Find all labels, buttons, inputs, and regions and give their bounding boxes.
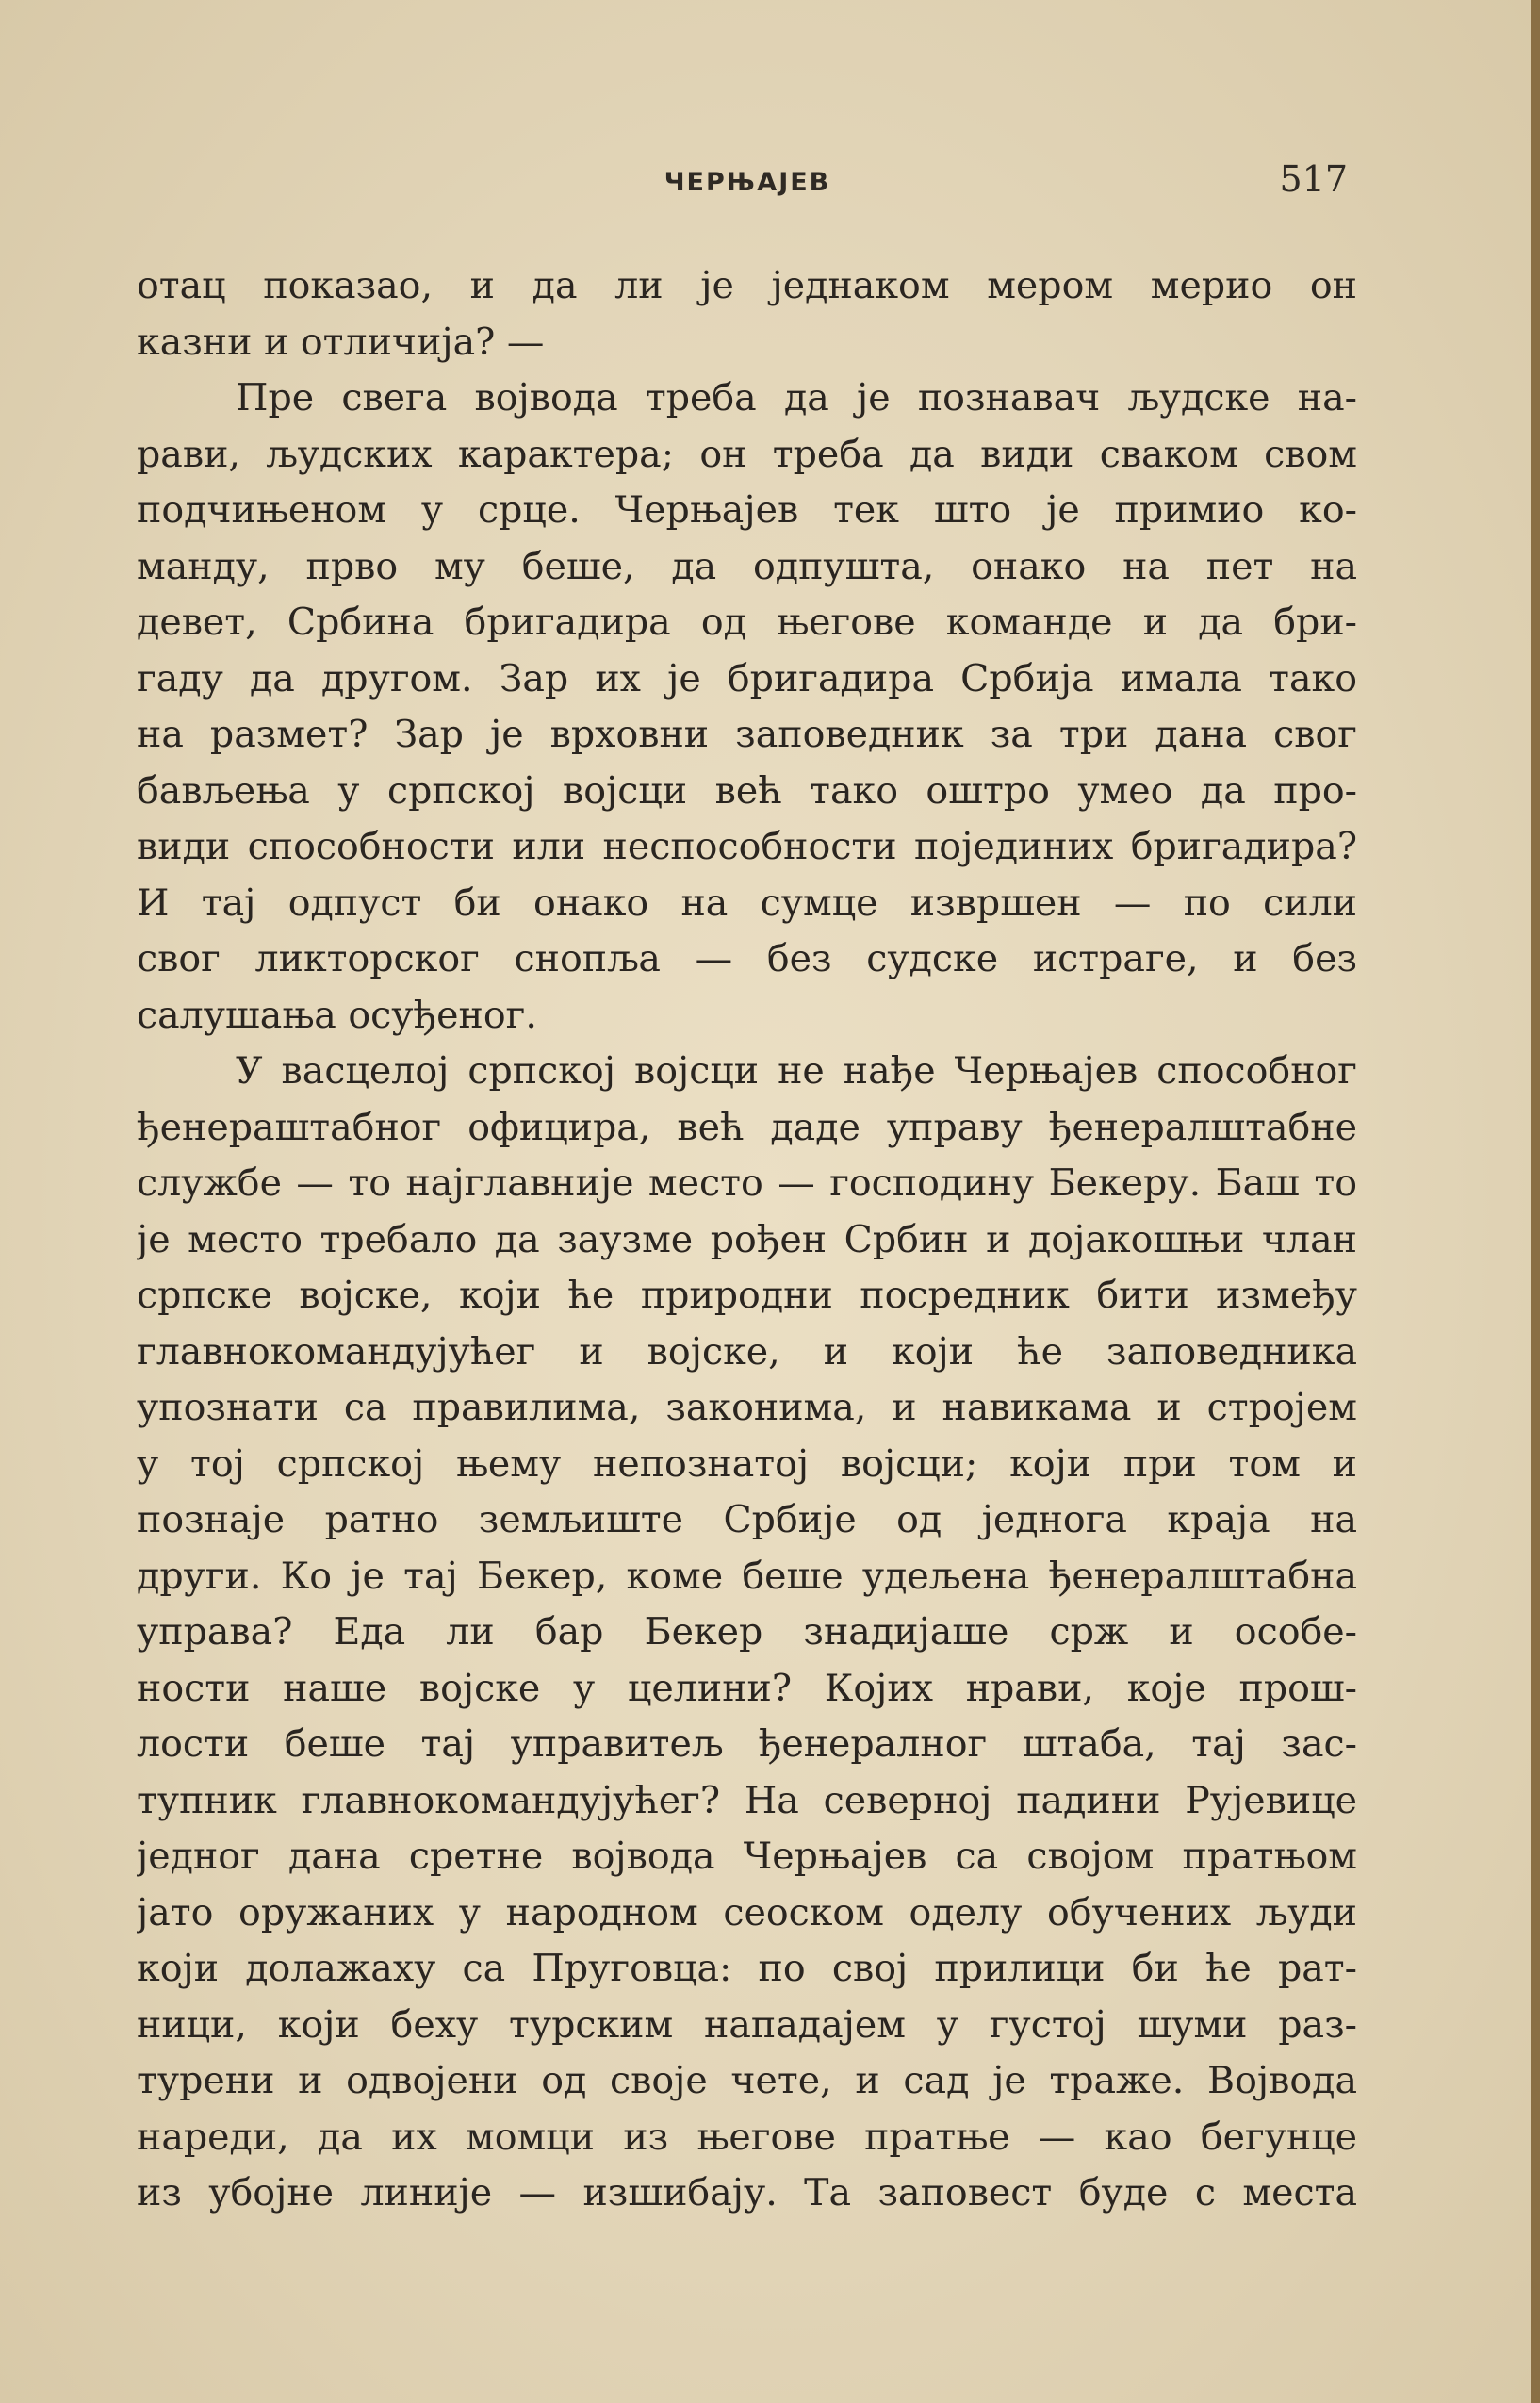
page-number: 517 xyxy=(1279,158,1348,200)
text-line: јато оружаних у народном сеоском оделу обучених људи xyxy=(137,1890,1357,1934)
body-text xyxy=(137,258,1357,2222)
text-line: турени и одвојени од своје чете, и сад је траже. Војвода xyxy=(137,2059,1357,2102)
text-line: отац показао, и да ли је једнаком мером мерио он xyxy=(137,264,1357,307)
text-line: свог ликторског снопља — без судске истраге, и без xyxy=(137,937,1357,980)
text-line: подчињеном у срце. Черњајев тек што је примио ко- xyxy=(137,488,1357,532)
text-line: једног дана сретне војвода Черњајев са својом пратњом xyxy=(137,1835,1357,1878)
text-line: салушања осуђеног. xyxy=(137,993,537,1037)
text-line: Пре свега војвода треба да је познавач људске на- xyxy=(236,376,1357,420)
text-line: на размет? Зар је врховни заповедник за три дана свог xyxy=(137,713,1357,756)
text-line: српске војске, који ће природни посредник бити између xyxy=(137,1274,1357,1317)
text-line: девет, Србина бригадира од његове команде и да бри- xyxy=(137,601,1357,644)
text-line: управа? Еда ли бар Бекер знадијаше срж и особе- xyxy=(137,1610,1357,1654)
text-line: који долажаху са Пруговца: по свој прилици би ће рат- xyxy=(137,1947,1357,1990)
text-line: бављења у српској војсци већ тако оштро умео да про- xyxy=(137,768,1357,813)
text-line: види способности или неспособности појединих бригадира? xyxy=(137,825,1357,868)
text-line: ности наше војске у целини? Којих нрави, које прош- xyxy=(137,1666,1357,1710)
text-line: гаду да другом. Зар их је бригадира Србија имала тако xyxy=(137,656,1357,700)
text-line: рави, људских карактера; он треба да види сваком свом xyxy=(137,432,1357,476)
text-line: У васцелој српској војсци не нађе Черњајев способног xyxy=(236,1049,1357,1093)
text-line: главнокомандујућег и војске, и који ће заповедника xyxy=(137,1329,1357,1374)
text-line: други. Ко је тај Бекер, коме беше удељена ђенералштабна xyxy=(137,1554,1357,1598)
text-line: ђенераштабног официра, већ даде управу ђенералштабне xyxy=(137,1105,1357,1149)
text-line: у тој српској њему непознатој војсци; који при том и xyxy=(137,1441,1357,1486)
text-line: познаје ратно земљиште Србије од једнога краја на xyxy=(137,1498,1357,1541)
text-line: из убојне линије — изшибају. Та заповест буде с места xyxy=(137,2171,1357,2214)
text-line: лости беше тај управитељ ђенералног штаба, тај зас- xyxy=(137,1722,1357,1766)
text-line: И тај одпуст би онако на сумце извршен — по сили xyxy=(137,881,1357,925)
text-line: упознати са правилима, законима, и навикама и стројем xyxy=(137,1386,1357,1429)
text-line: казни и отличија? — xyxy=(137,320,545,364)
text-line: манду, прво му беше, да одпушта, онако на пет на xyxy=(137,544,1357,588)
text-line: нареди, да их момци из његове пратње — као бегунце xyxy=(137,2115,1357,2159)
text-line: ници, који беху турским нападајем у густој шуми раз- xyxy=(137,2002,1357,2047)
text-line: тупник главнокомандујућег? На северној падини Рујевице xyxy=(137,1778,1357,1822)
text-line: службе — то најглавније место — господину Бекеру. Баш то xyxy=(137,1161,1357,1205)
page-header xyxy=(139,158,1355,211)
running-title: ЧЕРЊАЈЕВ xyxy=(664,168,831,197)
text-line: је место требало да заузме рођен Србин и дојакошњи члан xyxy=(137,1217,1357,1261)
